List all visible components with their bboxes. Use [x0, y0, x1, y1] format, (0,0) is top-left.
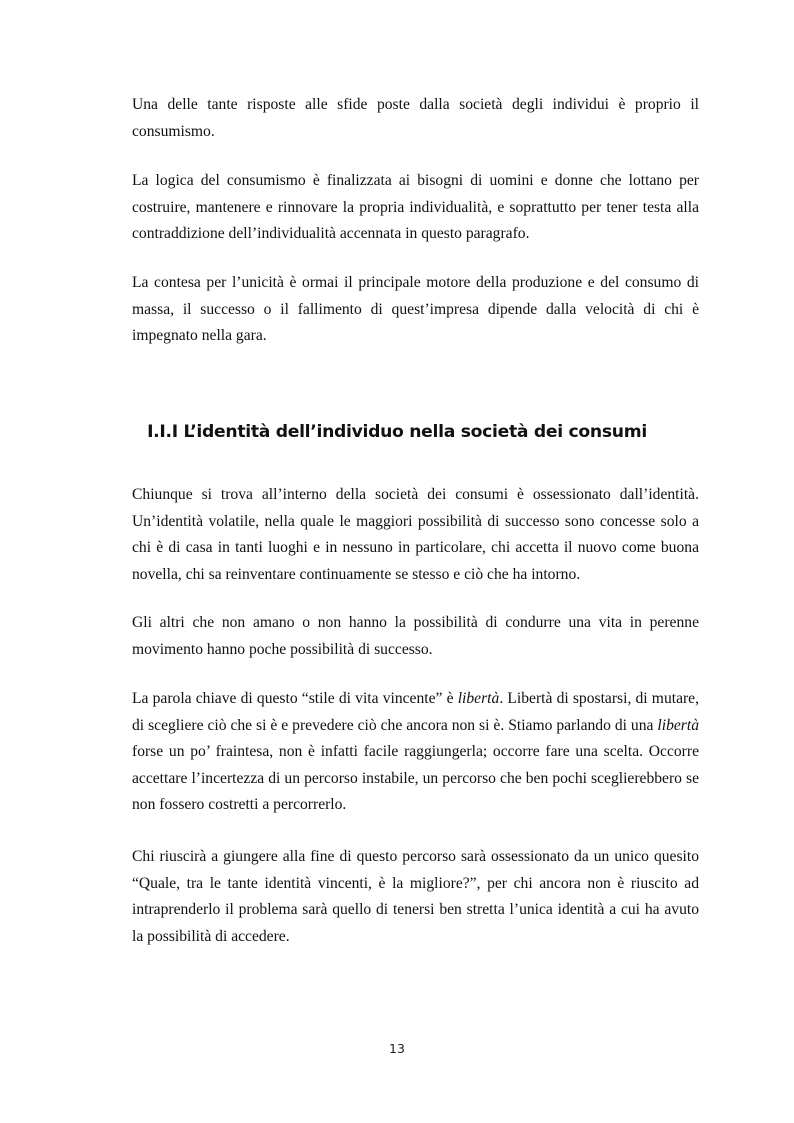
paragraph-liberta-italic-1: libertà	[457, 690, 500, 707]
paragraph-logica-consumismo: La logica del consumismo è finalizzata ai bisogni di uomini e donne che lottano per costruire, mantenere e rinnovare la propria individualità, e soprattutto per tener testa alla contraddizione dell’individualità accennata in questo paragrafo.	[132, 172, 699, 242]
paragraph-contesa-unicita: La contesa per l’unicità è ormai il principale motore della produzione e del consumo di massa, il successo o il fallimento di quest’impresa dipende dalla velocità di chi è impegnato nella gara.	[132, 274, 699, 344]
paragraph-quesito: Chi riuscirà a giungere alla fine di questo percorso sarà ossessionato da un unico quesito “Quale, tra le tante identità vincenti, è la migliore?”, per chi ancora non è riuscito ad intraprenderlo il problema sarà quello di tenersi ben stretta l’unica identità a cui ha avuto la possibilità di accedere.	[132, 848, 699, 945]
page-number: 13	[389, 1041, 405, 1056]
paragraph-liberta-italic-2: libertà	[657, 716, 699, 734]
paragraph-consumismo-intro: Una delle tante risposte alle sfide poste dalla società degli individui è proprio il consumismo.	[132, 96, 699, 140]
paragraph-identita-volatile: Chiunque si trova all’interno della società dei consumi è ossessionato dall’identità. Un’identità volatile, nella quale le maggiori possibilità di successo sono concesse solo a chi è di casa in tanti luoghi e in nessuno in particolare, chi accetta il nuovo come buona novella, chi sa reinventare continuamente se stesso e ciò che ha intorno.	[132, 486, 699, 583]
paragraph-liberta	[132, 686, 699, 819]
paragraph-liberta-part-a: La parola chiave di questo “stile di vita vincente” è	[132, 690, 458, 707]
paragraph-altri: Gli altri che non amano o non hanno la possibilità di condurre una vita in perenne movimento hanno poche possibilità di successo.	[132, 614, 699, 658]
section-heading: I.I.I L’identità dell’individuo nella società dei consumi	[147, 422, 647, 442]
paragraph-liberta-part-e: forse un po’ fraintesa, non è infatti facile raggiungerla; occorre fare una scelta. Occorre accettare l’incertezza di un percorso instabile, un percorso che ben pochi sceglierebbero se non fossero costretti a percorrerlo.	[132, 743, 699, 813]
paragraph-liberta-part-c: . Libertà di spostarsi, di mutare, di scegliere ciò che si è e prevedere ciò che ancora non si è. Stiamo parlando di una	[132, 690, 700, 734]
